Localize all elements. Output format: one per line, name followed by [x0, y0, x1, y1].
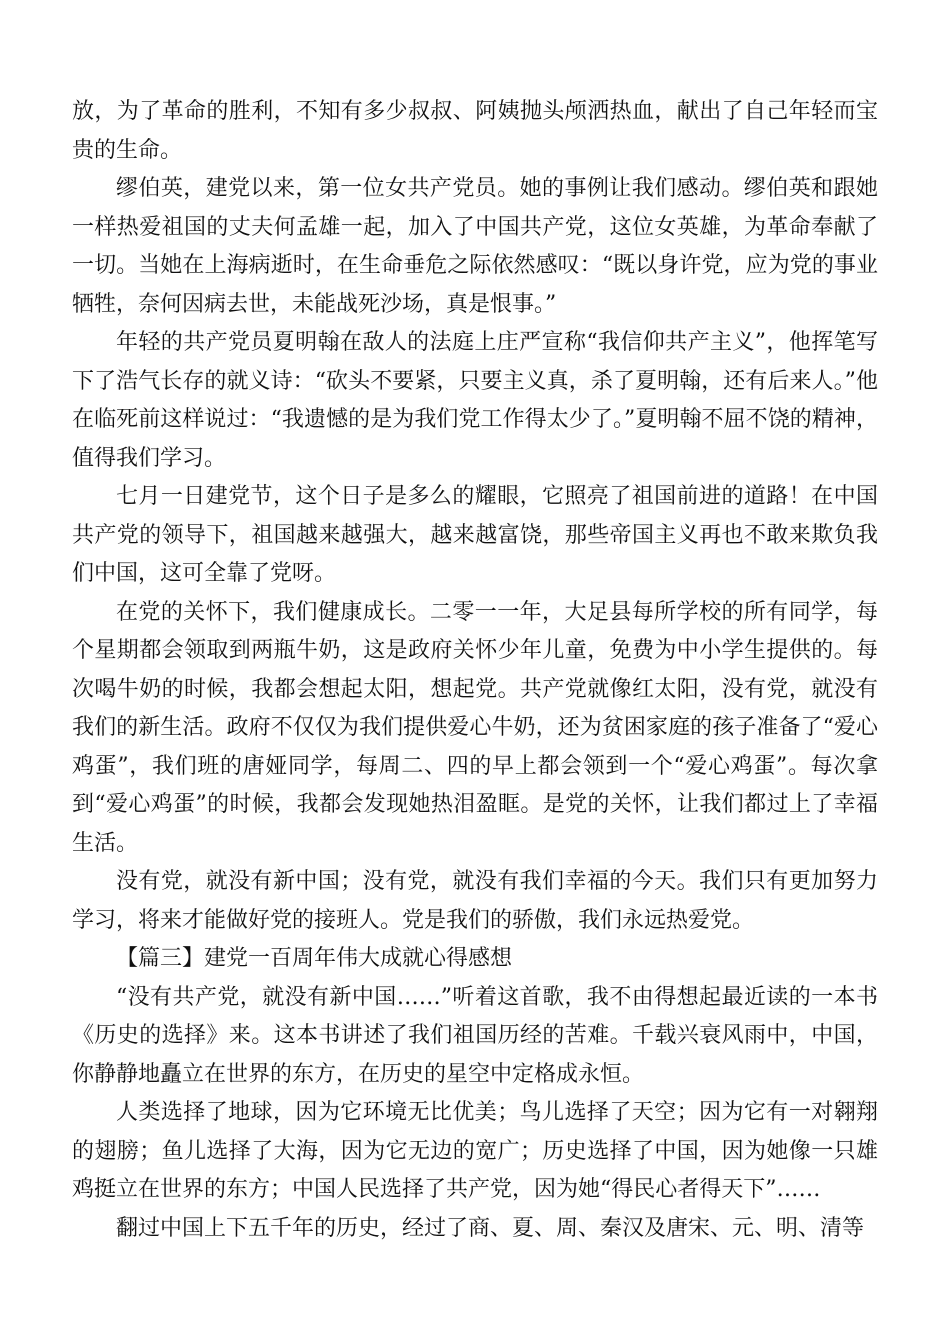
- paragraph-growing-up: 在党的关怀下，我们健康成长。二零一一年，大足县每所学校的所有同学，每个星期都会领取到两瓶牛奶，这是政府关怀少年儿童，免费为中小学生提供的。每次喝牛奶的时候，我都会想起太阳，想起党。共产党就像红太阳，没有党，就没有我们的新生活。政府不仅仅为我们提供爱心牛奶，还为贫困家庭的孩子准备了“爱心鸡蛋”，我们班的唐娅同学，每周二、四的早上都会领到一个“爱心鸡蛋”。每次拿到“爱心鸡蛋”的时候，我都会发现她热泪盈眶。是党的关怀，让我们都过上了幸福生活。: [72, 599, 878, 856]
- paragraph-song: “没有共产党，就没有新中国……”听着这首歌，我不由得想起最近读的一本书《历史的选择》来。这本书讲述了我们祖国历经的苦难。千载兴衰风雨中，中国，你静静地矗立在世界的东方，在历史的星空中定格成永恒。: [72, 984, 878, 1087]
- paragraph-continued: 放，为了革命的胜利，不知有多少叔叔、阿姨抛头颅洒热血，献出了自己年轻而宝贵的生命。: [72, 99, 878, 163]
- paragraph-history: 翻过中国上下五千年的历史，经过了商、夏、周、秦汉及唐宋、元、明、清等: [116, 1215, 865, 1241]
- section-heading: 【篇三】建党一百周年伟大成就心得感想: [116, 946, 513, 971]
- paragraph-miao-boying: 缪伯英，建党以来，第一位女共产党员。她的事例让我们感动。缪伯英和跟她一样热爱祖国的丈夫何孟雄一起，加入了中国共产党，这位女英雄，为革命奉献了一切。当她在上海病逝时，在生命垂危之际依然感叹：“既以身许党，应为党的事业牺牲，奈何因病去世，未能战死沙场，真是恨事。”: [72, 176, 878, 317]
- paragraph-choices: 人类选择了地球，因为它环境无比优美；鸟儿选择了天空；因为它有一对翱翔的翅膀；鱼儿选择了大海，因为它无边的宽广；历史选择了中国，因为她像一只雄鸡挺立在世界的东方；中国人民选择了共产党，因为她“得民心者得天下”……: [72, 1100, 878, 1202]
- paragraph-july-first: 七月一日建党节，这个日子是多么的耀眼，它照亮了祖国前进的道路！在中国共产党的领导下，祖国越来越强大，越来越富饶，那些帝国主义再也不敢来欺负我们中国，这可全靠了党呀。: [72, 484, 878, 586]
- document-page: [72, 93, 878, 1248]
- paragraph-conclusion: 没有党，就没有新中国；没有党，就没有我们幸福的今天。我们只有更加努力学习，将来才能做好党的接班人。党是我们的骄傲，我们永远热爱党。: [72, 869, 878, 933]
- paragraph-xia-minghan: 年轻的共产党员夏明翰在敌人的法庭上庄严宣称“我信仰共产主义”，他挥笔写下了浩气长存的就义诗：“砍头不要紧，只要主义真，杀了夏明翰，还有后来人。”他在临死前这样说过：“我遗憾的是为我们党工作得太少了。”夏明翰不屈不饶的精神，值得我们学习。: [72, 330, 878, 471]
